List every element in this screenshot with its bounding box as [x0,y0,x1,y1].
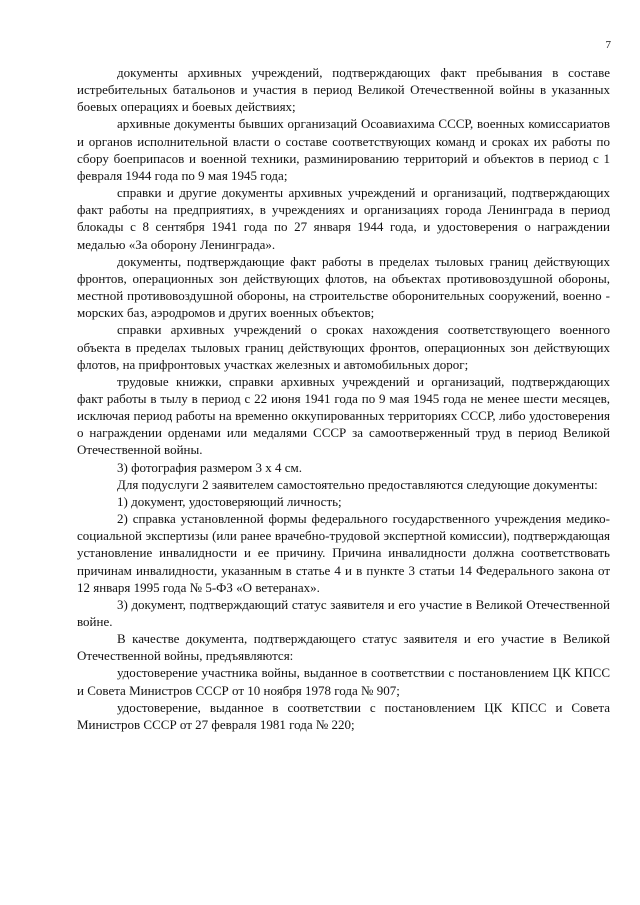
paragraph: архивные документы бывших организаций Осоавиахима СССР, военных комиссариатов и органов исполнительной власти о составе соответствующих команд и сроках их работы по сбору боеприпасов и военной техники, разминированию территорий и объектов в период с 1 февраля 1944 года по 9 мая 1945 года; [77,116,610,183]
paragraph: документы, подтверждающие факт работы в пределах тыловых границ действующих фронтов, операционных зон действующих флотов, на объектах противовоздушной обороны, местной противовоздушной обороны, на строительстве оборонительных сооружений, военно - морских баз, аэродромов и других военных объектов; [77,253,610,321]
paragraph: 3) документ, подтверждающий статус заявителя и его участие в Великой Отечественной войне. [77,596,610,629]
paragraph: трудовые книжки, справки архивных учреждений и организаций, подтверждающих факт работы в тылу в период с 22 июня 1941 года по 9 мая 1945 года не менее шести месяцев, исключая период работы на временно оккупированных территориях СССР, либо удостоверения о награждении орденами или медалями СССР за самоотверженный труд в период Великой Отечественной войны. [77,373,610,458]
paragraph: удостоверение участника войны, выданное в соответствии с постановлением ЦК КПСС и Совета Министров СССР от 10 ноября 1978 года № 907; [77,665,610,698]
paragraph: 3) фотография размером 3 х 4 см. [117,459,302,475]
paragraph: справки и другие документы архивных учреждений и организаций, подтверждающих факт работы на предприятиях, в учреждениях и организациях города Ленинграда в период блокады с 8 сентября 1941 года по 27 января 1944 года, и удостоверения о награждении медалью «За оборону Ленинграда». [77,185,610,252]
document-body [77,64,610,733]
paragraph: удостоверение, выданное в соответствии с постановлением ЦК КПСС и Совета Министров СССР от 27 февраля 1981 года № 220; [77,699,610,732]
paragraph: справки архивных учреждений о сроках нахождения соответствующего военного объекта в пределах тыловых границ действующих фронтов, операционных зон действующих флотов, на прифронтовых участках железных и автомобильных дорог; [77,322,610,372]
page-number: 7 [605,39,611,51]
paragraph: документы архивных учреждений, подтверждающих факт пребывания в составе истребительных батальонов и участия в период Великой Отечественной войны в указанных боевых операциях и боевых действиях; [77,65,610,115]
paragraph: Для подуслуги 2 заявителем самостоятельно предоставляются следующие документы: [117,476,598,492]
paragraph: 2) справка установленной формы федерального государственного учреждения медико-социальной экспертизы (или ранее врачебно-трудовой экспертной комиссии), подтверждающая установление инвалидности и ее причину. Причина инвалидности должна соответствовать причинам инвалидности, указанным в статье 4 и в пункте 3 статьи 14 Федерального закона от 12 января 1995 года № 5-ФЗ «О ветеранах». [77,511,610,595]
paragraph: 1) документ, удостоверяющий личность; [117,493,342,509]
paragraph: В качестве документа, подтверждающего статус заявителя и его участие в Великой Отечественной войны, предъявляются: [77,631,610,664]
